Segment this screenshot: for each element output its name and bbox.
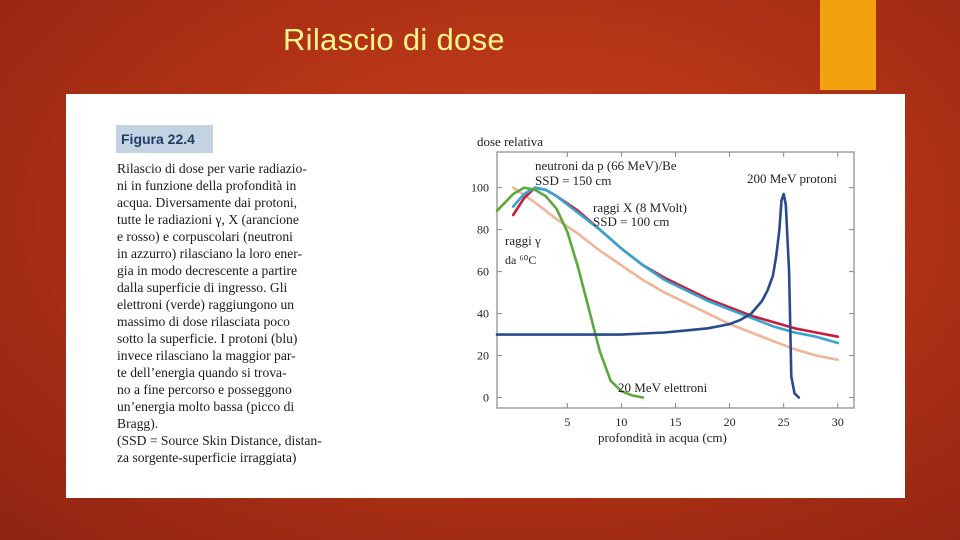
annotation-protoni: 200 MeV protoni xyxy=(747,171,838,186)
x-tick-label: 25 xyxy=(777,415,790,429)
caption-line: un’energia molto bassa (picco di xyxy=(117,399,295,414)
x-tick-label: 20 xyxy=(723,415,736,429)
caption-line: no a fine percorso e posseggono xyxy=(117,382,292,397)
caption-line: za sorgente-superficie irraggiata) xyxy=(117,450,297,465)
y-tick-label: 0 xyxy=(483,390,489,405)
annotation-da-60c: da ⁶⁰C xyxy=(505,253,537,267)
x-tick-label: 30 xyxy=(831,415,844,429)
caption-line: Bragg). xyxy=(117,416,159,431)
x-tick-label: 10 xyxy=(615,415,628,429)
caption-line: invece rilasciano la maggior par- xyxy=(117,348,296,363)
caption-line: Rilascio di dose per varie radiazio- xyxy=(117,161,307,176)
annotation-raggi-x: raggi X (8 MVolt) xyxy=(593,200,688,215)
accent-block xyxy=(820,0,876,90)
y-tick-label: 60 xyxy=(477,264,489,279)
y-axis-label: dose relativa xyxy=(477,134,544,149)
y-tick-label: 40 xyxy=(477,306,489,321)
figure-label: Figura 22.4 xyxy=(116,125,213,153)
annotation-ssd-150: SSD = 150 cm xyxy=(535,173,612,188)
caption-line: e rosso) e corpuscolari (neutroni xyxy=(117,229,293,244)
caption-line: gia in modo decrescente a partire xyxy=(117,263,298,278)
plot-frame xyxy=(497,152,854,408)
x-tick-label: 5 xyxy=(564,415,571,429)
figure-panel xyxy=(66,94,905,498)
slide-title: Rilascio di dose xyxy=(283,22,505,57)
caption-line: tutte le radiazioni γ, X (arancione xyxy=(117,212,299,227)
caption-line: sotto la superficie. I protoni (blu) xyxy=(117,331,298,346)
x-axis-label: profondità in acqua (cm) xyxy=(598,430,727,445)
annotation-neutroni: neutroni da p (66 MeV)/Be xyxy=(535,158,677,173)
caption-line: ni in funzione della profondità in xyxy=(117,178,297,193)
caption-line: massimo di dose rilasciata poco xyxy=(117,314,290,329)
caption-line: in azzurro) rilasciano la loro ener- xyxy=(117,246,303,261)
caption-line: elettroni (verde) raggiungono un xyxy=(117,297,295,312)
x-tick-label: 15 xyxy=(669,415,682,429)
annotation-raggi-gamma: raggi γ xyxy=(505,233,541,248)
y-tick-label: 100 xyxy=(471,180,489,195)
dose-chart xyxy=(66,94,905,498)
y-tick-label: 80 xyxy=(477,222,489,237)
y-tick-label: 20 xyxy=(477,348,489,363)
caption-line: te dell’energia quando si trova- xyxy=(117,365,287,380)
annotation-elettroni: 20 MeV elettroni xyxy=(618,380,708,395)
caption-line: dalla superficie di ingresso. Gli xyxy=(117,280,288,295)
caption-line: (SSD = Source Skin Distance, distan- xyxy=(117,433,322,448)
annotation-ssd-100: SSD = 100 cm xyxy=(593,214,670,229)
caption-line: acqua. Diversamente dai protoni, xyxy=(117,195,298,210)
